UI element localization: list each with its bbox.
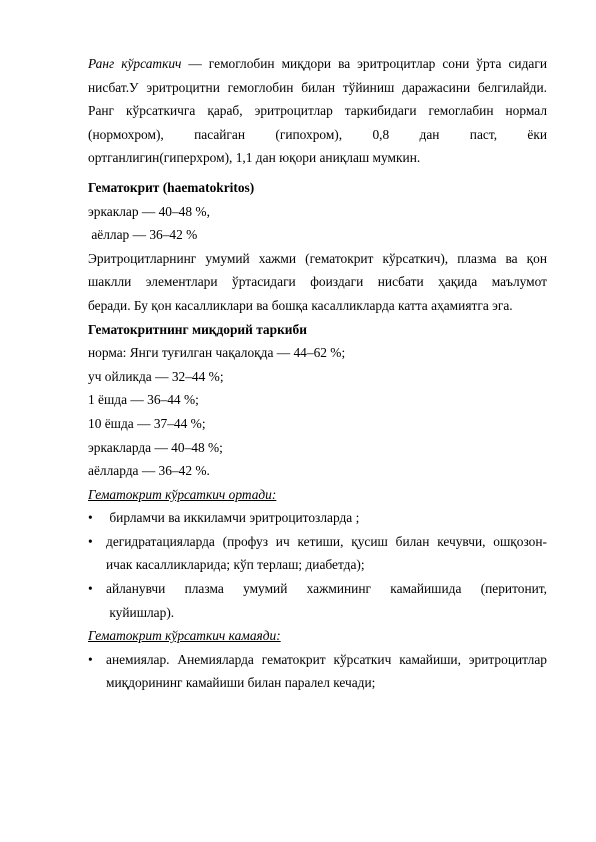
hematocrit-desc-3: беради. Бу қон касалликлари ва бошқа касалликларда катта аҳамиятга эга. <box>88 297 513 313</box>
intro-line-4: (нормохром), пасайган (гипохром), 0,8 дан паст, ёки <box>88 126 547 142</box>
list-item-line: ичак касалликларида; кўп терлаш; диабетда); <box>106 557 365 573</box>
list-item <box>88 506 547 530</box>
intro-term: Ранг кўрсаткич <box>88 56 182 71</box>
intro-line-2: нисбат.У эритроцитни гемоглобин билан тўйиниш даражасини белгилайди. <box>88 79 547 95</box>
list-item-line: куйишлар). <box>106 604 175 620</box>
decrease-list <box>88 648 547 695</box>
list-item-line: айланувчи плазма умумий хажмининг камайишида (перитонит, <box>106 581 547 597</box>
norm-line: норма: Янги туғилган чақалоқда — 44–62 %; <box>88 345 346 361</box>
norm-line: 1 ёшда — 36–44 %; <box>88 392 199 408</box>
hematocrit-desc-2: шаклли элементлари ўртасидаги фоиздаги нисбати ҳақида маълумот <box>88 274 547 290</box>
hematocrit-heading: Гематокрит (haematokritos) <box>88 179 255 195</box>
intro-line-1-rest: — гемоглобин миқдори ва эритроцитлар сони ўрта сидаги <box>181 56 547 71</box>
increase-list <box>88 506 547 624</box>
decrease-heading: Гематокрит кўрсаткич камаяди: <box>88 628 281 644</box>
hematocrit-women: аёллар — 36–42 % <box>88 227 198 243</box>
list-item-line: миқдорининг камайиши билан паралел кечади; <box>106 675 376 691</box>
intro-line-3: Ранг кўрсаткичга қараб, эритроцитлар таркибидаги гемоглабин нормал <box>88 103 547 119</box>
quantity-heading: Гематокритнинг миқдорий таркиби <box>88 321 307 337</box>
bullet-icon: • <box>88 510 93 526</box>
increase-heading: Гематокрит кўрсаткич ортади: <box>88 486 277 502</box>
document-page <box>88 52 547 695</box>
hematocrit-desc-1: Эритроцитларнинг умумий хажми (гематокрит кўрсаткич), плазма ва қон <box>88 250 547 266</box>
intro-line-1 <box>88 52 547 76</box>
list-item <box>88 530 547 577</box>
bullet-icon: • <box>88 581 93 597</box>
hematocrit-men: эркаклар — 40–48 %, <box>88 203 210 219</box>
norm-line: эркакларда — 40–48 %; <box>88 439 223 455</box>
list-item-line: анемиялар. Анемияларда гематокрит кўрсаткич камайиши, эритроцитлар <box>106 651 547 667</box>
list-item-line: дегидратацияларда (профуз ич кетиши, қусиш билан кечувчи, ошқозон- <box>106 533 547 549</box>
intro-line-5: ортганлигин(гиперхром), 1,1 дан юқори аниқлаш мумкин. <box>88 150 421 166</box>
norm-line: аёлларда — 36–42 %. <box>88 463 210 479</box>
intro-paragraph <box>88 52 547 170</box>
norm-line: 10 ёшда — 37–44 %; <box>88 415 206 431</box>
list-item-line: бирламчи ва иккиламчи эритроцитозларда ; <box>106 510 360 526</box>
norm-line: уч ойликда — 32–44 %; <box>88 368 224 384</box>
bullet-icon: • <box>88 533 93 549</box>
list-item <box>88 577 547 624</box>
bullet-icon: • <box>88 651 93 667</box>
list-item <box>88 648 547 695</box>
